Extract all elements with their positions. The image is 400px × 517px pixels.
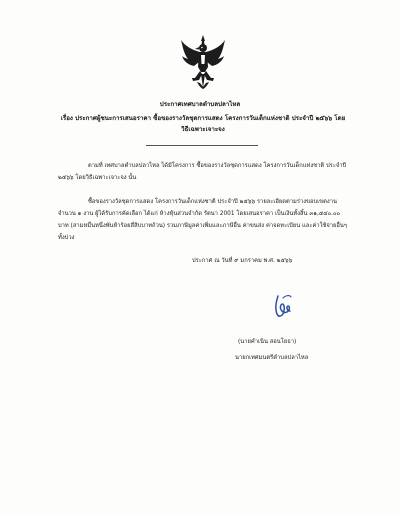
signer-position: นายกเทศมนตรีตำบลปลาไหล xyxy=(235,355,309,361)
document-organization: ประกาศเทศบาลตำบลปลาไหล xyxy=(159,101,241,108)
signer-name: (นายคำเนิน สอนโยธา) xyxy=(238,339,297,345)
body-paragraph-2: ซื้อของรางวัลชุดการแสดง โครงการวันเด็กแห่งชาติ ประจำปี ๒๕๖๖ รายละเอียดตามร่างขอบเขตงาน จำนวน ๑ งาน ผู้ได้รับการคัดเลือก ได้แก่ ห้างหุ้นส่วนจำกัด รัตนา 2001 โดยเสนอราคา เป็นเงินทั้งสิ้น ๓๑,๕๔๐.๐๐ บาท (สามหมื่นหนึ่งพันห้าร้อยสี่สิบบาทถ้วน) รวมภาษีมูลค่าเพิ่มและภาษีอื่น ค่าขนส่ง ค่าจดทะเบียน และค่าใช้จ่ายอื่นๆ ทั้งปวง xyxy=(58,199,347,241)
body-paragraph-1: ตามที่ เทศบาลตำบลปลาไหล ได้มีโครงการ ซื้อของรางวัลชุดการแสดง โครงการวันเด็กแห่งชาติ ประจำปี ๒๕๖๖ โดยวิธีเฉพาะเจาะจง นั้น xyxy=(58,163,347,181)
announce-date: ประกาศ ณ วันที่ ๙ มกราคม พ.ศ. ๒๕๖๖ xyxy=(192,258,293,264)
signature-icon xyxy=(271,292,297,322)
heading-divider xyxy=(146,145,258,146)
document-subject: เรื่อง ประกาศผู้ชนะการเสนอราคา ซื้อของรางวัลชุดการแสดง โครงการวันเด็กแห่งชาติ ประจำปี ๒๕๖๖ โดยวิธีเฉพาะเจาะจง xyxy=(60,115,346,133)
garuda-emblem-icon xyxy=(180,34,226,90)
